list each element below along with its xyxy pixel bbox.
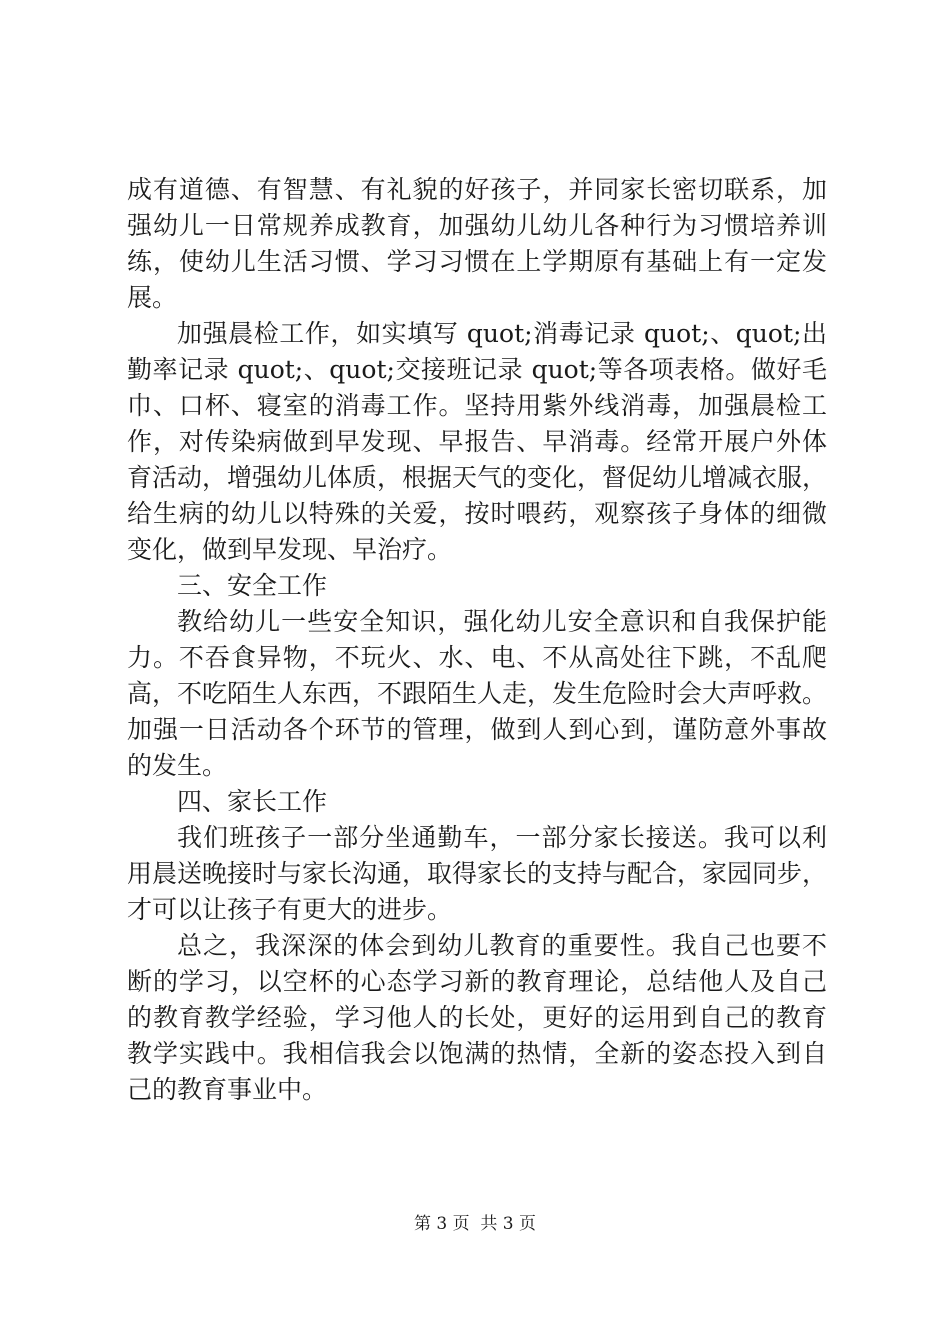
text-line: 断的学习，以空杯的心态学习新的教育理论，总结他人及自己 (127, 967, 827, 996)
text-line: 用晨送晚接时与家长沟通，取得家长的支持与配合，家园同步， (127, 859, 828, 888)
text-line: 勤率记录 quot;、quot;交接班记录 quot;等各项表格。做好毛 (127, 355, 827, 384)
text-line: 加强晨检工作，如实填写 quot;消毒记录 quot;、quot;出 (177, 319, 827, 348)
text-line: 变化，做到早发现、早治疗。 (127, 535, 453, 564)
text-line: 展。 (127, 283, 178, 312)
text-line: 高，不吃陌生人东西，不跟陌生人走，发生危险时会大声呼救。 (127, 679, 828, 708)
paragraph (127, 172, 827, 316)
text-line: 教给幼儿一些安全知识，强化幼儿安全意识和自我保护能 (177, 607, 827, 636)
text-line: 己的教育事业中。 (127, 1075, 328, 1104)
paragraph (127, 316, 827, 568)
paragraph (127, 928, 827, 1108)
text-line: 的发生。 (127, 751, 228, 780)
text-line: 练，使幼儿生活习惯、学习习惯在上学期原有基础上有一定发 (127, 247, 827, 276)
text-line: 三、安全工作 (177, 571, 328, 600)
text-line: 我们班孩子一部分坐通勤车，一部分家长接送。我可以利 (177, 823, 827, 852)
text-line: 总之，我深深的体会到幼儿教育的重要性。我自己也要不 (177, 931, 827, 960)
section-heading (127, 568, 827, 604)
page-footer (0, 1212, 950, 1236)
paragraph (127, 820, 827, 928)
text-line: 加强一日活动各个环节的管理，做到人到心到，谨防意外事故 (127, 715, 827, 744)
text-line: 给生病的幼儿以特殊的关爱，按时喂药，观察孩子身体的细微 (127, 499, 827, 528)
text-line: 的教育教学经验，学习他人的长处，更好的运用到自己的教育 (127, 1003, 827, 1032)
text-line: 作，对传染病做到早发现、早报告、早消毒。经常开展户外体 (127, 427, 827, 456)
section-heading (127, 784, 827, 820)
page-number: 第 3 页 共 3 页 (413, 1214, 537, 1234)
text-line: 才可以让孩子有更大的进步。 (127, 895, 453, 924)
document-body (127, 172, 827, 1108)
paragraph (127, 604, 827, 784)
text-line: 教学实践中。我相信我会以饱满的热情，全新的姿态投入到自 (127, 1039, 827, 1068)
text-line: 力。不吞食异物，不玩火、水、电、不从高处往下跳，不乱爬 (127, 643, 827, 672)
text-line: 成有道德、有智慧、有礼貌的好孩子，并同家长密切联系，加 (127, 175, 827, 204)
text-line: 巾、口杯、寝室的消毒工作。坚持用紫外线消毒，加强晨检工 (127, 391, 827, 420)
text-line: 强幼儿一日常规养成教育，加强幼儿幼儿各种行为习惯培养训 (127, 211, 827, 240)
text-line: 四、家长工作 (177, 787, 328, 816)
text-line: 育活动，增强幼儿体质，根据天气的变化，督促幼儿增减衣服， (127, 463, 828, 492)
